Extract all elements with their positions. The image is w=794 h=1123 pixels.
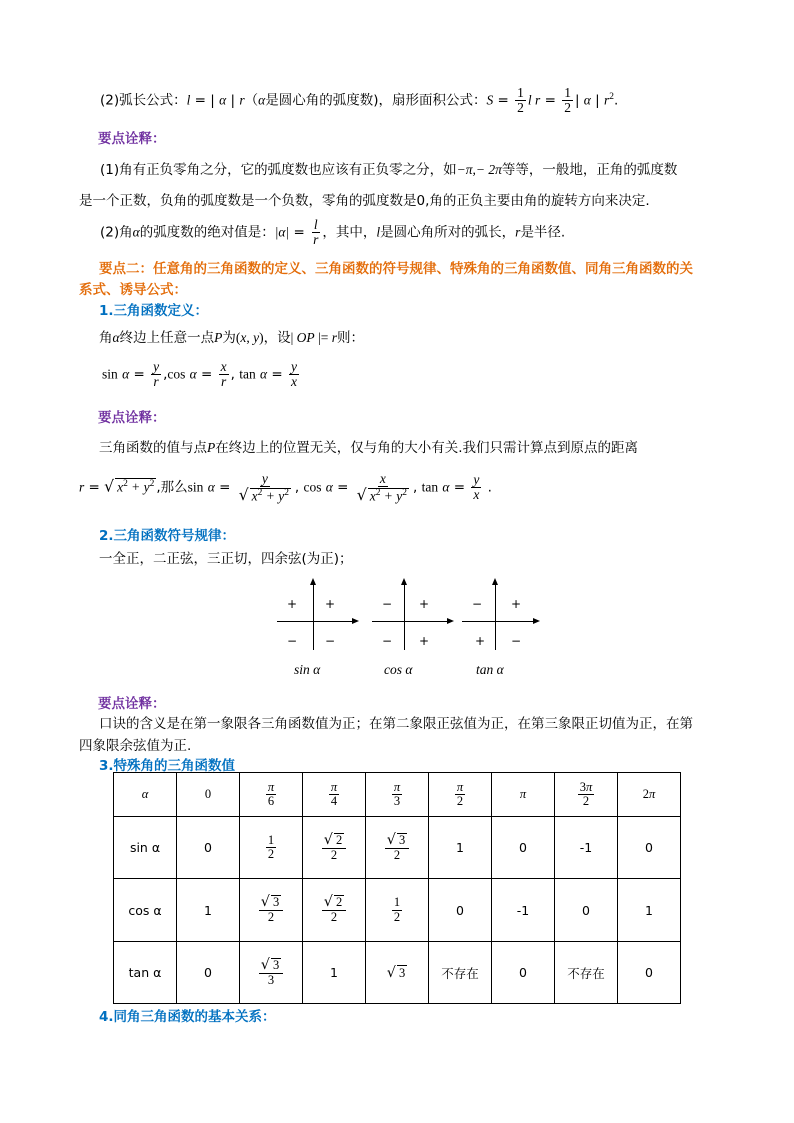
subheading-2: 2.三角函数符号规律： bbox=[99, 528, 236, 544]
table-header-row: α 0 $\frac{\pi}{6}$ $\frac{\pi}{4}$ $\frac{\pi}{3}$ $\frac{\pi}{2}$ π $\frac{3\pi}{2}$ 2π bbox=[114, 773, 681, 817]
note-text-1-line2: 是一个正数，负角的弧度数是一个负数，零角的弧度数是0,角的正负主要由角的旋转方向来决定. bbox=[79, 193, 650, 209]
tan-q4: − bbox=[511, 634, 522, 648]
table-row: cos α 1 $\frac{√ 3}{2}$ $\frac{√ 2}{2}$ $\frac{1}{2}$ 0 -1 0 1 bbox=[114, 879, 681, 942]
tan-q3: + bbox=[475, 634, 486, 648]
arc-length-formula: (2)弧长公式：l = | α | r（α是圆心角的弧度数)，扇形面积公式：S = $\frac{1}{2}$ l r = $\frac{1}{2}$ | α | $r^2$. bbox=[100, 85, 619, 116]
note-text-2: 三角函数的值与点P在终边上的位置无关，仅与角的大小有关.我们只需计算点到原点的距离 bbox=[99, 440, 639, 456]
note-text-3: 口诀的含义是在第一象限各三角函数值为正；在第二象限正弦值为正，在第三象限正切值为正，在第 bbox=[99, 716, 693, 732]
note-text-3-line2: 四象限余弦值为正. bbox=[79, 738, 192, 754]
definition-formulas: sin α = $\frac{y}{r}$ ,cos α = $\frac{x}{r}$ , tan α = $\frac{y}{x}$ bbox=[102, 359, 298, 390]
note-text-1: (1)角有正负零角之分，它的弧度数也应该有正负零之分，如−π,− 2π等等，一般地，正角的弧度数 bbox=[100, 162, 678, 178]
sin-q3: − bbox=[287, 634, 298, 648]
tan-q2: − bbox=[472, 597, 483, 611]
radian-abs-value: (2)角α的弧度数的绝对值是：|α| = $\frac{l}{r}$ ，其中，l是圆心角所对的弧长，r是半径. bbox=[100, 217, 566, 248]
distance-formulas: r = √ $x^2 + y^2$ ,那么sin α = $\frac{y}{√ x^2 + y^2}$ , cos α = $\frac{x}{√ x^2 + y^2}$ , tan α = $\frac{y}{x}$ . bbox=[79, 471, 492, 505]
section-2-title-line2: 系式、诱导公式： bbox=[79, 282, 187, 298]
tan-q1: + bbox=[511, 597, 522, 611]
sin-label: sin α bbox=[294, 662, 321, 677]
sin-q1: + bbox=[325, 597, 336, 611]
cos-q3: − bbox=[382, 634, 393, 648]
note-title-2: 要点诠释： bbox=[98, 410, 166, 426]
section-2-title: 要点二：任意角的三角函数的定义、三角函数的符号规律、特殊角的三角函数值、同角三角函数的关 bbox=[99, 261, 693, 277]
note-title-3: 要点诠释： bbox=[98, 696, 166, 712]
subheading-1: 1.三角函数定义： bbox=[99, 303, 209, 319]
cos-q1: + bbox=[419, 597, 430, 611]
cos-label: cos α bbox=[384, 662, 413, 677]
tan-label: tan α bbox=[476, 662, 504, 677]
subheading-3: 3.特殊角的三角函数值 bbox=[99, 758, 236, 774]
sin-q4: − bbox=[325, 634, 336, 648]
sign-rule: 一全正，二正弦，三正切，四余弦(为正)； bbox=[99, 551, 353, 567]
table-row: tan α 0 $\frac{√ 3}{3}$ 1 √ 3 不存在 0 不存在 0 bbox=[114, 942, 681, 1004]
definition-text: 角α终边上任意一点P为(x, y)，设| OP |= r则： bbox=[99, 330, 365, 346]
cos-q4: + bbox=[419, 634, 430, 648]
sin-q2: + bbox=[287, 597, 298, 611]
note-title-1: 要点诠释： bbox=[98, 131, 166, 147]
cos-q2: − bbox=[382, 597, 393, 611]
subheading-4: 4.同角三角函数的基本关系： bbox=[99, 1009, 276, 1025]
table-row: sin α 0 $\frac{1}{2}$ $\frac{√ 2}{2}$ $\frac{√ 3}{2}$ 1 0 -1 0 bbox=[114, 817, 681, 879]
special-angle-table bbox=[113, 772, 681, 1004]
